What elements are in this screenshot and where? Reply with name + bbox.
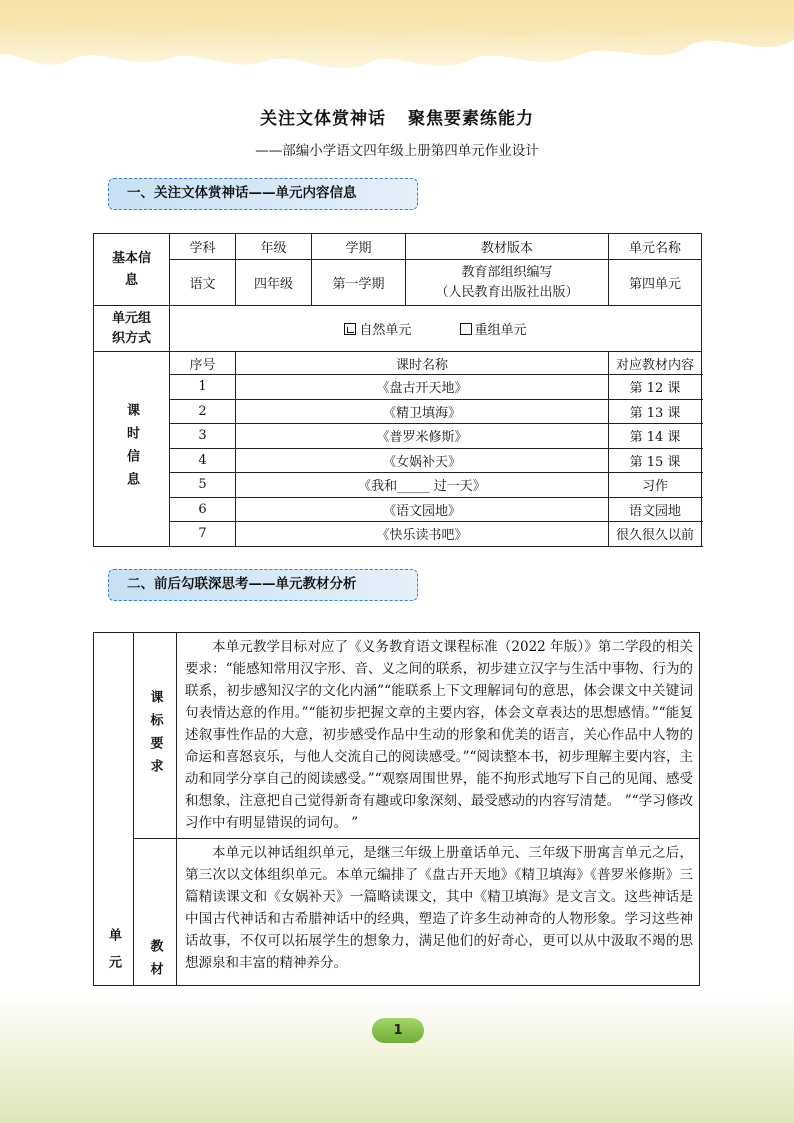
lesson-no: 6	[170, 497, 236, 522]
curriculum-text-cell	[177, 633, 700, 839]
section-heading-1: 一、关注文体赏神话——单元内容信息	[108, 178, 418, 210]
lesson-header-no: 序号	[170, 352, 236, 375]
page-number-badge: 1	[372, 1018, 424, 1043]
cloud-decoration	[0, 0, 794, 80]
basic-info-label: 基本信息	[94, 234, 170, 306]
lesson-header-content: 对应教材内容	[609, 352, 702, 375]
textbook-label: 教材	[134, 839, 177, 986]
table-row	[94, 522, 702, 547]
table-row	[94, 473, 702, 498]
grade-value: 四年级	[236, 260, 312, 306]
col-unit-name: 单元名称	[609, 234, 702, 260]
lesson-content: 习作	[609, 473, 702, 498]
analysis-table-clip	[93, 632, 701, 995]
textbook-line-2: （人民教育出版社出版）	[435, 284, 579, 300]
lesson-no: 4	[170, 448, 236, 473]
page-subtitle: ——部编小学语文四年级上册第四单元作业设计	[255, 143, 539, 159]
lesson-name: 《盘古开天地》	[236, 375, 609, 400]
section-heading-2: 二、前后勾联深思考——单元教材分析	[108, 569, 418, 601]
unit-outer-label: 单元	[94, 633, 134, 986]
lesson-no: 1	[170, 375, 236, 400]
lesson-name: 《普罗米修斯》	[236, 424, 609, 449]
page-title	[0, 104, 794, 129]
regroup-unit-checkbox[interactable]	[460, 323, 472, 335]
title-part-1: 关注文体赏神话	[260, 109, 386, 129]
org-options	[170, 306, 702, 352]
footer-background	[0, 995, 794, 1123]
lesson-name: 《快乐读书吧》	[236, 522, 609, 547]
lesson-name: 《女娲补天》	[236, 448, 609, 473]
lesson-name: 《我和_____ 过一天》	[236, 473, 609, 498]
table-row	[94, 497, 702, 522]
lesson-header-name: 课时名称	[236, 352, 609, 375]
textbook-text: 本单元以神话组织单元，是继三年级上册童话单元、三年级下册寓言单元之后，第三次以文体组织单元。本单元编排了《盘古开天地》《精卫填海》《普罗米修斯》三篇精读课文和《女娲补天》一篇略读课文，其中《精卫填海》是文言文。这些神话是中国古代神话和古希腊神话中的经典，塑造了许多生动神奇的人物形象。学习这些神话故事，不仅可以拓展学生的想象力，满足他们的好奇心，更可以从中汲取不竭的思想源泉和丰富的精神养分。	[185, 845, 693, 971]
analysis-table	[93, 632, 700, 986]
col-grade: 年级	[236, 234, 312, 260]
lesson-content: 很久很久以前	[609, 522, 702, 547]
table-row	[94, 375, 702, 400]
col-term: 学期	[312, 234, 406, 260]
lesson-no: 2	[170, 399, 236, 424]
lesson-content: 第 13 课	[609, 399, 702, 424]
textbook-line-1: 教育部组织编写	[461, 264, 553, 280]
textbook-text-cell	[177, 839, 700, 986]
title-part-2: 聚焦要素练能力	[408, 109, 534, 129]
lesson-no: 3	[170, 424, 236, 449]
curriculum-text: 本单元教学目标对应了《义务教育语文课程标准（2022 年版）》第二学段的相关要求：“能感知常用汉字形、音、义之间的联系，初步建立汉字与生活中事物、行为的联系，初步感知汉字的文化内涵”“能联系上下文理解词句的意思，体会课文中关键词句表情达意的作用。”“能初步把握文章的主要内容，体会文章表达的思想感情。”“能复述叙事性作品的大意，初步感受作品中生动的形象和优美的语言，关心作品中人物的命运和喜怒哀乐，与他人交流自己的阅读感受。”“阅读整本书，初步理解主要内容，主动和同学分享自己的阅读感受。”“观察周围世界，能不拘形式地写下自己的见闻、感受和想象，注意把自己觉得新奇有趣或印象深刻、最受感动的内容写清楚。 ”“学习修改习作中有明显错误的词句。 ”	[185, 639, 693, 831]
lesson-content: 第 15 课	[609, 448, 702, 473]
regroup-unit-label: 重组单元	[474, 323, 527, 338]
term-value: 第一学期	[312, 260, 406, 306]
lesson-info-label: 课时信息	[94, 352, 170, 547]
natural-unit-label: 自然单元	[359, 323, 412, 338]
lesson-no: 5	[170, 473, 236, 498]
col-textbook: 教材版本	[406, 234, 609, 260]
textbook-value	[406, 260, 609, 306]
org-label: 单元组织方式	[94, 306, 170, 352]
lesson-content: 第 12 课	[609, 375, 702, 400]
lesson-name: 《语文园地》	[236, 497, 609, 522]
lesson-no: 7	[170, 522, 236, 547]
lesson-name: 《精卫填海》	[236, 399, 609, 424]
col-subject: 学科	[170, 234, 236, 260]
table-row	[94, 448, 702, 473]
curriculum-label: 课标要求	[134, 633, 177, 839]
unit-info-table	[93, 233, 702, 547]
subject-value: 语文	[170, 260, 236, 306]
lesson-content: 第 14 课	[609, 424, 702, 449]
natural-unit-checkbox[interactable]	[344, 323, 356, 335]
table-row	[94, 424, 702, 449]
unit-name-value: 第四单元	[609, 260, 702, 306]
lesson-content: 语文园地	[609, 497, 702, 522]
table-row	[94, 399, 702, 424]
